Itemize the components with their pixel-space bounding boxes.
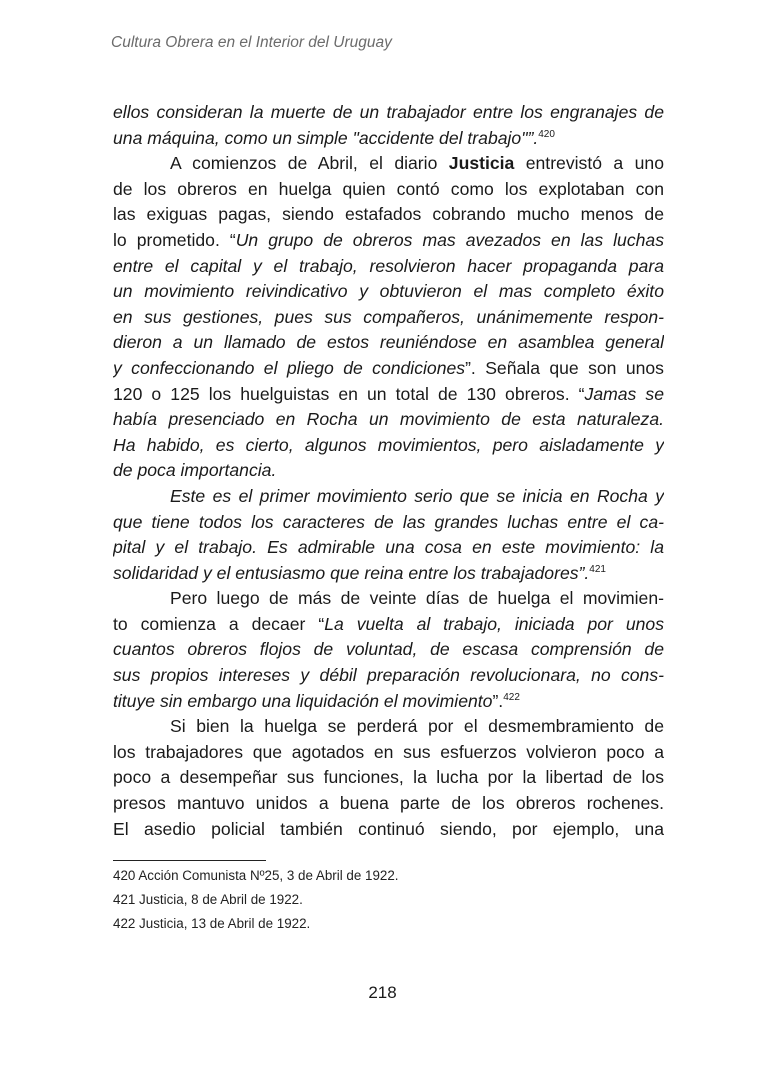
text-span: tituye sin embargo una liquidación el movimiento [113,690,493,711]
body-text [113,100,664,842]
text-span: La vuelta al trabajo, iniciada por unos [324,613,664,634]
text-line [113,305,664,331]
footnotes [113,864,664,936]
text-line [113,637,664,663]
text-line [113,586,664,612]
text-span: de los obreros en huelga quien contó como los explotaban con [113,178,664,199]
text-span: las exiguas pagas, siendo estafados cobrando mucho menos de [113,204,664,225]
page-number: 218 [368,983,397,1002]
text-span: ”. [492,690,504,711]
text-line [113,612,664,638]
text-line [113,279,664,305]
text-span: Pero luego de más de veinte días de huelga el movimien- [170,588,664,609]
text-line [113,535,664,561]
text-line [113,663,664,689]
footnote-420: 420 Acción Comunista Nº25, 3 de Abril de 1922. [113,868,399,883]
footnote-ref: 421 [589,563,606,575]
text-span: poco a desempeñar sus funciones, la lucha por la libertad de los [113,767,664,788]
text-span: entre el capital y el trabajo, resolvieron hacer propaganda para [113,255,664,276]
text-line [113,254,664,280]
text-span: 120 o 125 los huelguistas en un total de 130 obreros. “ [113,383,585,404]
text-line [113,202,664,228]
text-line [113,765,664,791]
text-span: ellos consideran la muerte de un trabajador entre los engranajes de [113,102,664,122]
text-span: Ha habido, es cierto, algunos movimientos, pero aisladamente y [113,434,664,455]
text-span: un movimiento reivindicativo y obtuvieron el mas completo éxito [113,281,664,302]
text-span: El asedio policial también continuó siendo, por ejemplo, una [113,818,664,839]
text-line [113,714,664,740]
text-span: los trabajadores que agotados en sus esfuerzos volvieron poco a [113,741,664,762]
text-line [113,791,664,817]
text-line [113,561,664,587]
text-line [113,689,664,715]
text-span: entrevistó a uno [514,153,664,174]
footnote-421: 421 Justicia, 8 de Abril de 1922. [113,892,303,907]
text-span: ”. Señala que son unos [465,357,664,378]
text-line [113,458,664,484]
text-span: Este es el primer movimiento serio que se inicia en Rocha y [170,485,664,506]
text-span: de poca importancia. [113,460,277,481]
running-header: Cultura Obrera en el Interior del Uruguay [111,34,392,51]
text-line [113,228,664,254]
text-span: y confeccionando el pliego de condiciones [113,357,466,378]
footnote-ref: 420 [538,128,555,140]
footnote-separator [113,860,266,861]
text-span: que tiene todos los caracteres de las grandes luchas entre el ca- [113,511,664,532]
text-span: A comienzos de Abril, el diario [170,153,449,174]
text-line [113,151,664,177]
footnote-422: 422 Justicia, 13 de Abril de 1922. [113,916,311,931]
text-span: cuantos obreros flojos de voluntad, de escasa comprensión de [113,639,664,660]
text-line [113,356,664,382]
text-span: en sus gestiones, pues sus compañeros, unánimemente respon- [113,306,664,327]
footnote-ref: 422 [503,691,520,703]
text-span: Justicia [448,153,515,174]
text-span: una máquina, como un simple "accidente del trabajo"”. [113,127,539,148]
text-line [113,330,664,356]
text-span: lo prometido. “ [113,229,236,250]
text-span: pital y el trabajo. Es admirable una cosa en este movimiento: la [113,537,664,558]
text-line [113,817,664,843]
text-span: Si bien la huelga se perderá por el desmembramiento de [170,716,664,737]
text-line [113,407,664,433]
text-line [113,100,664,126]
text-span: presos mantuvo unidos a buena parte de los obreros rochenes. [113,793,664,814]
text-line [113,382,664,408]
text-span: había presenciado en Rocha un movimiento de esta naturaleza. [113,409,664,430]
text-span: Jamas se [584,383,664,404]
text-line [113,740,664,766]
text-span: solidaridad y el entusiasmo que reina entre los trabajadores”. [113,562,590,583]
text-span: to comienza a decaer “ [113,613,325,634]
text-line [113,484,664,510]
text-span: Un grupo de obreros mas avezados en las luchas [235,229,664,250]
text-line [113,177,664,203]
text-span: dieron a un llamado de estos reuniéndose en asamblea general [113,332,664,353]
text-line [113,510,664,536]
text-line [113,126,664,152]
text-line [113,433,664,459]
text-span: sus propios intereses y débil preparación revolucionara, no cons- [113,665,664,686]
